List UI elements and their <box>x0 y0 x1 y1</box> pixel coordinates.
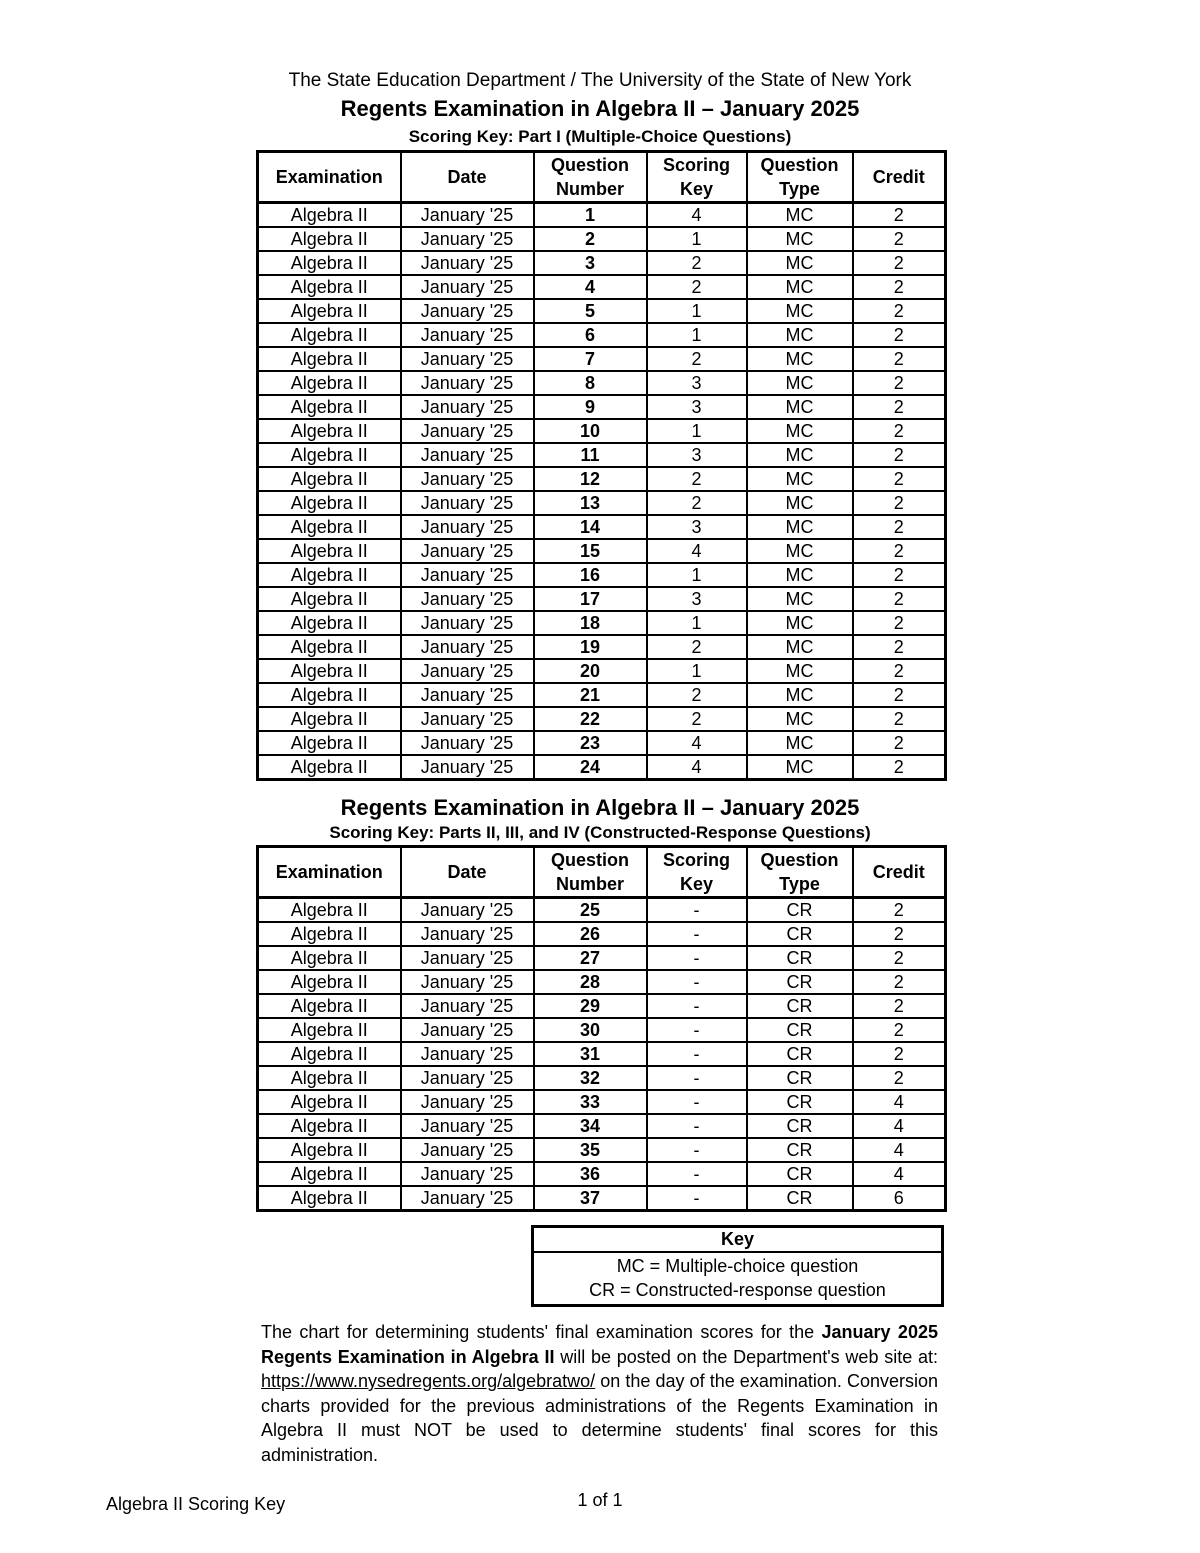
cell-credit: 2 <box>853 443 946 467</box>
cell-scoring-key: 1 <box>647 659 747 683</box>
cell-scoring-key: - <box>647 1042 747 1066</box>
cell-date: January '25 <box>401 1162 534 1186</box>
table-row <box>258 299 946 323</box>
table-row <box>258 970 946 994</box>
footer-doc-name: Algebra II Scoring Key <box>106 1494 286 1514</box>
cell-credit: 2 <box>853 275 946 299</box>
table-row <box>258 1042 946 1066</box>
column-header-question-number: Question Number <box>534 152 647 203</box>
cell-date: January '25 <box>401 1042 534 1066</box>
cell-examination: Algebra II <box>258 683 401 707</box>
table-row <box>258 731 946 755</box>
cell-examination: Algebra II <box>258 539 401 563</box>
cell-question-number: 27 <box>534 946 647 970</box>
cell-question-number: 35 <box>534 1138 647 1162</box>
cell-date: January '25 <box>401 299 534 323</box>
cell-question-type: MC <box>747 275 853 299</box>
cell-question-type: CR <box>747 1090 853 1114</box>
part2-scoring-table <box>256 845 947 1212</box>
cell-scoring-key: 2 <box>647 707 747 731</box>
column-header-question-number: Question Number <box>534 847 647 898</box>
cell-question-number: 23 <box>534 731 647 755</box>
cell-date: January '25 <box>401 1138 534 1162</box>
cell-scoring-key: 4 <box>647 539 747 563</box>
cell-credit: 2 <box>853 611 946 635</box>
cell-credit: 2 <box>853 251 946 275</box>
cell-date: January '25 <box>401 515 534 539</box>
cell-scoring-key: 2 <box>647 491 747 515</box>
cell-question-type: MC <box>747 299 853 323</box>
column-header-question-type: Question Type <box>747 152 853 203</box>
cell-credit: 2 <box>853 395 946 419</box>
cell-scoring-key: 4 <box>647 203 747 228</box>
cell-date: January '25 <box>401 539 534 563</box>
cell-examination: Algebra II <box>258 611 401 635</box>
cell-examination: Algebra II <box>258 371 401 395</box>
cell-examination: Algebra II <box>258 1066 401 1090</box>
table-row <box>258 1018 946 1042</box>
cell-date: January '25 <box>401 970 534 994</box>
part1-subtitle: Scoring Key: Part I (Multiple-Choice Questions) <box>408 127 792 146</box>
cell-credit: 2 <box>853 467 946 491</box>
cell-examination: Algebra II <box>258 275 401 299</box>
cell-examination: Algebra II <box>258 563 401 587</box>
conversion-chart-note <box>261 1320 938 1467</box>
cell-examination: Algebra II <box>258 635 401 659</box>
cell-scoring-key: - <box>647 1114 747 1138</box>
cell-credit: 2 <box>853 755 946 780</box>
cell-credit: 2 <box>853 539 946 563</box>
table-row <box>258 707 946 731</box>
key-mc-definition: MC = Multiple-choice question <box>616 1256 859 1276</box>
cell-examination: Algebra II <box>258 659 401 683</box>
cell-question-type: MC <box>747 611 853 635</box>
cell-examination: Algebra II <box>258 707 401 731</box>
cell-date: January '25 <box>401 395 534 419</box>
cell-question-type: MC <box>747 635 853 659</box>
cell-question-number: 1 <box>534 203 647 228</box>
cell-question-type: CR <box>747 994 853 1018</box>
cell-date: January '25 <box>401 707 534 731</box>
cell-credit: 2 <box>853 347 946 371</box>
cell-question-type: CR <box>747 1162 853 1186</box>
cell-question-number: 12 <box>534 467 647 491</box>
cell-question-number: 14 <box>534 515 647 539</box>
cell-credit: 4 <box>853 1114 946 1138</box>
cell-examination: Algebra II <box>258 227 401 251</box>
cell-examination: Algebra II <box>258 946 401 970</box>
column-header-question-type: Question Type <box>747 847 853 898</box>
cell-date: January '25 <box>401 323 534 347</box>
table-row <box>258 467 946 491</box>
cell-question-type: CR <box>747 1114 853 1138</box>
column-header-scoring-key: Scoring Key <box>647 847 747 898</box>
cell-question-type: MC <box>747 347 853 371</box>
cell-question-type: CR <box>747 970 853 994</box>
cell-question-number: 22 <box>534 707 647 731</box>
cell-question-number: 32 <box>534 1066 647 1090</box>
cell-scoring-key: - <box>647 1090 747 1114</box>
cell-scoring-key: 1 <box>647 419 747 443</box>
table-row <box>258 371 946 395</box>
table-row <box>258 683 946 707</box>
table-row <box>258 395 946 419</box>
note-text-3: on the day of the examination. Conversion charts provided for the previous administrations of the Regents Examination in Algebra II must NOT be used to determine students' final scores for this administration. <box>261 1371 938 1465</box>
cell-examination: Algebra II <box>258 395 401 419</box>
cell-examination: Algebra II <box>258 347 401 371</box>
cell-scoring-key: 4 <box>647 755 747 780</box>
table-header-row <box>258 847 946 898</box>
table-row <box>258 251 946 275</box>
note-text-1: The chart for determining students' final examination scores for the <box>261 1322 822 1342</box>
cell-credit: 2 <box>853 659 946 683</box>
cell-examination: Algebra II <box>258 443 401 467</box>
cell-date: January '25 <box>401 419 534 443</box>
cell-date: January '25 <box>401 946 534 970</box>
cell-question-number: 9 <box>534 395 647 419</box>
cell-question-number: 31 <box>534 1042 647 1066</box>
cell-date: January '25 <box>401 1090 534 1114</box>
cell-credit: 4 <box>853 1090 946 1114</box>
cell-scoring-key: 1 <box>647 611 747 635</box>
cell-credit: 2 <box>853 683 946 707</box>
cell-date: January '25 <box>401 731 534 755</box>
cell-scoring-key: 1 <box>647 563 747 587</box>
cell-date: January '25 <box>401 1186 534 1211</box>
cell-date: January '25 <box>401 443 534 467</box>
cell-date: January '25 <box>401 587 534 611</box>
cell-credit: 2 <box>853 970 946 994</box>
table-row <box>258 994 946 1018</box>
footer-page-number: 1 of 1 <box>577 1490 623 1510</box>
cell-scoring-key: 3 <box>647 587 747 611</box>
cell-question-number: 29 <box>534 994 647 1018</box>
cell-examination: Algebra II <box>258 994 401 1018</box>
cell-question-type: MC <box>747 203 853 228</box>
table-row <box>258 755 946 780</box>
table-row <box>258 347 946 371</box>
cell-date: January '25 <box>401 898 534 923</box>
cell-examination: Algebra II <box>258 515 401 539</box>
cell-date: January '25 <box>401 467 534 491</box>
cell-date: January '25 <box>401 683 534 707</box>
cell-credit: 2 <box>853 371 946 395</box>
cell-date: January '25 <box>401 203 534 228</box>
table-row <box>258 491 946 515</box>
cell-scoring-key: 1 <box>647 227 747 251</box>
cell-question-type: MC <box>747 659 853 683</box>
cell-question-type: CR <box>747 1138 853 1162</box>
cell-examination: Algebra II <box>258 970 401 994</box>
cell-scoring-key: - <box>647 946 747 970</box>
cell-question-number: 16 <box>534 563 647 587</box>
cell-date: January '25 <box>401 994 534 1018</box>
cell-credit: 4 <box>853 1138 946 1162</box>
cell-scoring-key: 3 <box>647 443 747 467</box>
column-header-examination: Examination <box>258 152 401 203</box>
cell-question-type: MC <box>747 731 853 755</box>
cell-date: January '25 <box>401 1066 534 1090</box>
table-row <box>258 323 946 347</box>
cell-question-type: MC <box>747 251 853 275</box>
cell-credit: 2 <box>853 635 946 659</box>
cell-question-number: 17 <box>534 587 647 611</box>
cell-scoring-key: 2 <box>647 683 747 707</box>
cell-scoring-key: - <box>647 898 747 923</box>
cell-scoring-key: - <box>647 1186 747 1211</box>
cell-date: January '25 <box>401 227 534 251</box>
column-header-credit: Credit <box>853 847 946 898</box>
note-exam-name: January 2025 Regents Examination in Algebra II <box>261 1322 938 1367</box>
cell-credit: 2 <box>853 1042 946 1066</box>
abbreviation-key-box <box>531 1225 944 1307</box>
note-text-2: will be posted on the Department's web site at: <box>554 1346 939 1367</box>
cell-question-type: CR <box>747 1042 853 1066</box>
cell-date: January '25 <box>401 251 534 275</box>
cell-scoring-key: 3 <box>647 371 747 395</box>
cell-question-type: MC <box>747 515 853 539</box>
cell-question-number: 10 <box>534 419 647 443</box>
cell-credit: 2 <box>853 203 946 228</box>
table-row <box>258 1090 946 1114</box>
cell-credit: 2 <box>853 491 946 515</box>
cell-date: January '25 <box>401 1018 534 1042</box>
cell-scoring-key: 3 <box>647 515 747 539</box>
cell-credit: 2 <box>853 515 946 539</box>
cell-scoring-key: 3 <box>647 395 747 419</box>
cell-examination: Algebra II <box>258 1138 401 1162</box>
cell-examination: Algebra II <box>258 323 401 347</box>
cell-examination: Algebra II <box>258 1090 401 1114</box>
table-row <box>258 515 946 539</box>
cell-scoring-key: - <box>647 922 747 946</box>
table-row <box>258 587 946 611</box>
cell-question-type: MC <box>747 371 853 395</box>
cell-credit: 2 <box>853 563 946 587</box>
cell-question-number: 7 <box>534 347 647 371</box>
agency-header: The State Education Department / The University of the State of New York <box>288 70 912 91</box>
table-row <box>258 898 946 923</box>
cell-credit: 2 <box>853 707 946 731</box>
cell-question-type: CR <box>747 1186 853 1211</box>
cell-question-type: MC <box>747 587 853 611</box>
column-header-date: Date <box>401 152 534 203</box>
cell-credit: 2 <box>853 419 946 443</box>
cell-scoring-key: 2 <box>647 467 747 491</box>
cell-question-number: 6 <box>534 323 647 347</box>
column-header-examination: Examination <box>258 847 401 898</box>
cell-date: January '25 <box>401 491 534 515</box>
part2-subtitle: Scoring Key: Parts II, III, and IV (Constructed-Response Questions) <box>329 823 871 842</box>
cell-question-number: 37 <box>534 1186 647 1211</box>
cell-question-number: 24 <box>534 755 647 780</box>
cell-credit: 6 <box>853 1186 946 1211</box>
cell-scoring-key: 2 <box>647 347 747 371</box>
cell-question-number: 33 <box>534 1090 647 1114</box>
cell-examination: Algebra II <box>258 755 401 780</box>
column-header-scoring-key: Scoring Key <box>647 152 747 203</box>
cell-examination: Algebra II <box>258 1186 401 1211</box>
cell-question-number: 5 <box>534 299 647 323</box>
cell-question-number: 20 <box>534 659 647 683</box>
table-row <box>258 275 946 299</box>
cell-question-type: CR <box>747 922 853 946</box>
key-heading: Key <box>533 1227 943 1253</box>
cell-date: January '25 <box>401 563 534 587</box>
cell-examination: Algebra II <box>258 203 401 228</box>
cell-question-number: 21 <box>534 683 647 707</box>
table-row <box>258 1138 946 1162</box>
table-row <box>258 443 946 467</box>
table-header-row <box>258 152 946 203</box>
cell-examination: Algebra II <box>258 1114 401 1138</box>
cell-date: January '25 <box>401 347 534 371</box>
cell-question-number: 18 <box>534 611 647 635</box>
cell-question-type: MC <box>747 395 853 419</box>
cell-scoring-key: - <box>647 994 747 1018</box>
cell-scoring-key: - <box>647 1162 747 1186</box>
cell-question-type: MC <box>747 323 853 347</box>
cell-question-type: CR <box>747 1018 853 1042</box>
cell-question-type: MC <box>747 707 853 731</box>
table-row <box>258 227 946 251</box>
cell-examination: Algebra II <box>258 1042 401 1066</box>
table-row <box>258 1162 946 1186</box>
cell-examination: Algebra II <box>258 491 401 515</box>
cell-question-type: MC <box>747 755 853 780</box>
cell-credit: 2 <box>853 731 946 755</box>
cell-question-number: 30 <box>534 1018 647 1042</box>
cell-question-number: 15 <box>534 539 647 563</box>
table-row <box>258 611 946 635</box>
cell-question-number: 28 <box>534 970 647 994</box>
table-row <box>258 203 946 228</box>
cell-examination: Algebra II <box>258 251 401 275</box>
cell-credit: 2 <box>853 299 946 323</box>
cell-scoring-key: 4 <box>647 731 747 755</box>
cell-credit: 2 <box>853 994 946 1018</box>
cell-question-type: CR <box>747 946 853 970</box>
cell-examination: Algebra II <box>258 731 401 755</box>
column-header-date: Date <box>401 847 534 898</box>
table-row <box>258 659 946 683</box>
table-row <box>258 1186 946 1211</box>
cell-date: January '25 <box>401 635 534 659</box>
cell-date: January '25 <box>401 922 534 946</box>
cell-question-number: 2 <box>534 227 647 251</box>
cell-question-type: MC <box>747 539 853 563</box>
cell-examination: Algebra II <box>258 898 401 923</box>
cell-question-type: CR <box>747 1066 853 1090</box>
cell-question-type: MC <box>747 491 853 515</box>
cell-credit: 2 <box>853 1066 946 1090</box>
cell-question-type: MC <box>747 443 853 467</box>
table-row <box>258 1114 946 1138</box>
cell-scoring-key: - <box>647 1018 747 1042</box>
cell-date: January '25 <box>401 659 534 683</box>
cell-scoring-key: 1 <box>647 323 747 347</box>
cell-scoring-key: - <box>647 1066 747 1090</box>
cell-scoring-key: - <box>647 1138 747 1162</box>
part1-title: Regents Examination in Algebra II – January 2025 <box>340 96 860 121</box>
cell-credit: 2 <box>853 587 946 611</box>
table-row <box>258 563 946 587</box>
cell-examination: Algebra II <box>258 299 401 323</box>
cell-credit: 2 <box>853 227 946 251</box>
cell-question-type: CR <box>747 898 853 923</box>
cell-examination: Algebra II <box>258 1018 401 1042</box>
cell-examination: Algebra II <box>258 1162 401 1186</box>
cell-question-type: MC <box>747 419 853 443</box>
column-header-credit: Credit <box>853 152 946 203</box>
table-row <box>258 922 946 946</box>
cell-question-number: 25 <box>534 898 647 923</box>
cell-question-number: 11 <box>534 443 647 467</box>
table-row <box>258 539 946 563</box>
cell-scoring-key: 2 <box>647 275 747 299</box>
cell-question-number: 3 <box>534 251 647 275</box>
cell-question-number: 8 <box>534 371 647 395</box>
part2-title: Regents Examination in Algebra II – January 2025 <box>340 795 860 820</box>
cell-question-type: MC <box>747 683 853 707</box>
cell-credit: 2 <box>853 922 946 946</box>
cell-question-type: MC <box>747 467 853 491</box>
cell-question-number: 26 <box>534 922 647 946</box>
cell-credit: 2 <box>853 1018 946 1042</box>
cell-question-number: 13 <box>534 491 647 515</box>
cell-question-number: 34 <box>534 1114 647 1138</box>
part1-scoring-table <box>256 150 947 781</box>
cell-examination: Algebra II <box>258 419 401 443</box>
cell-credit: 4 <box>853 1162 946 1186</box>
cell-scoring-key: 1 <box>647 299 747 323</box>
table-row <box>258 1066 946 1090</box>
cell-question-number: 19 <box>534 635 647 659</box>
cell-date: January '25 <box>401 755 534 780</box>
cell-date: January '25 <box>401 275 534 299</box>
table-row <box>258 946 946 970</box>
cell-scoring-key: 2 <box>647 251 747 275</box>
cell-credit: 2 <box>853 946 946 970</box>
cell-date: January '25 <box>401 611 534 635</box>
cell-credit: 2 <box>853 898 946 923</box>
cell-credit: 2 <box>853 323 946 347</box>
cell-question-number: 36 <box>534 1162 647 1186</box>
cell-examination: Algebra II <box>258 587 401 611</box>
cell-date: January '25 <box>401 371 534 395</box>
key-cr-definition: CR = Constructed-response question <box>589 1280 886 1300</box>
cell-examination: Algebra II <box>258 467 401 491</box>
cell-question-number: 4 <box>534 275 647 299</box>
cell-question-type: MC <box>747 563 853 587</box>
cell-scoring-key: - <box>647 970 747 994</box>
cell-scoring-key: 2 <box>647 635 747 659</box>
table-row <box>258 635 946 659</box>
cell-examination: Algebra II <box>258 922 401 946</box>
cell-date: January '25 <box>401 1114 534 1138</box>
table-row <box>258 419 946 443</box>
nysed-link[interactable]: https://www.nysedregents.org/algebratwo/ <box>261 1371 596 1391</box>
cell-question-type: MC <box>747 227 853 251</box>
